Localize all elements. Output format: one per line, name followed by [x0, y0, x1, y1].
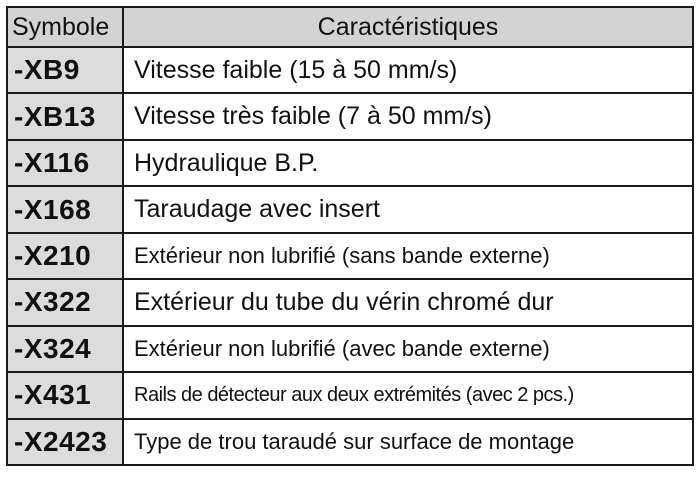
row-description: Extérieur non lubrifié (avec bande externe): [123, 326, 693, 372]
row-description: Rails de détecteur aux deux extrémités (avec 2 pcs.): [123, 372, 693, 418]
row-description: Extérieur non lubrifié (sans bande externe): [123, 233, 693, 279]
row-symbol: -X2423: [7, 419, 123, 466]
row-description: Extérieur du tube du vérin chromé dur: [123, 279, 693, 325]
options-table: [6, 6, 694, 466]
options-table-container: [6, 6, 692, 466]
table-row: [7, 47, 693, 93]
row-description: Vitesse faible (15 à 50 mm/s): [123, 47, 693, 93]
row-description: Type de trou taraudé sur surface de montage: [123, 419, 693, 466]
table-row: [7, 140, 693, 186]
table-row: [7, 279, 693, 325]
row-description: Taraudage avec insert: [123, 186, 693, 232]
row-symbol: -X322: [7, 279, 123, 325]
table-row: [7, 186, 693, 232]
header-symbol: Symbole: [7, 7, 123, 47]
table-row: [7, 233, 693, 279]
row-symbol: -XB13: [7, 93, 123, 139]
row-symbol: -XB9: [7, 47, 123, 93]
row-symbol: -X168: [7, 186, 123, 232]
table-header-row: [7, 7, 693, 47]
row-symbol: -X116: [7, 140, 123, 186]
row-description: Hydraulique B.P.: [123, 140, 693, 186]
row-symbol: -X210: [7, 233, 123, 279]
row-symbol: -X431: [7, 372, 123, 418]
row-symbol: -X324: [7, 326, 123, 372]
table-row: [7, 326, 693, 372]
row-description: Vitesse très faible (7 à 50 mm/s): [123, 93, 693, 139]
header-characteristics: Caractéristiques: [123, 7, 693, 47]
table-row: [7, 372, 693, 418]
table-row: [7, 419, 693, 466]
table-row: [7, 93, 693, 139]
